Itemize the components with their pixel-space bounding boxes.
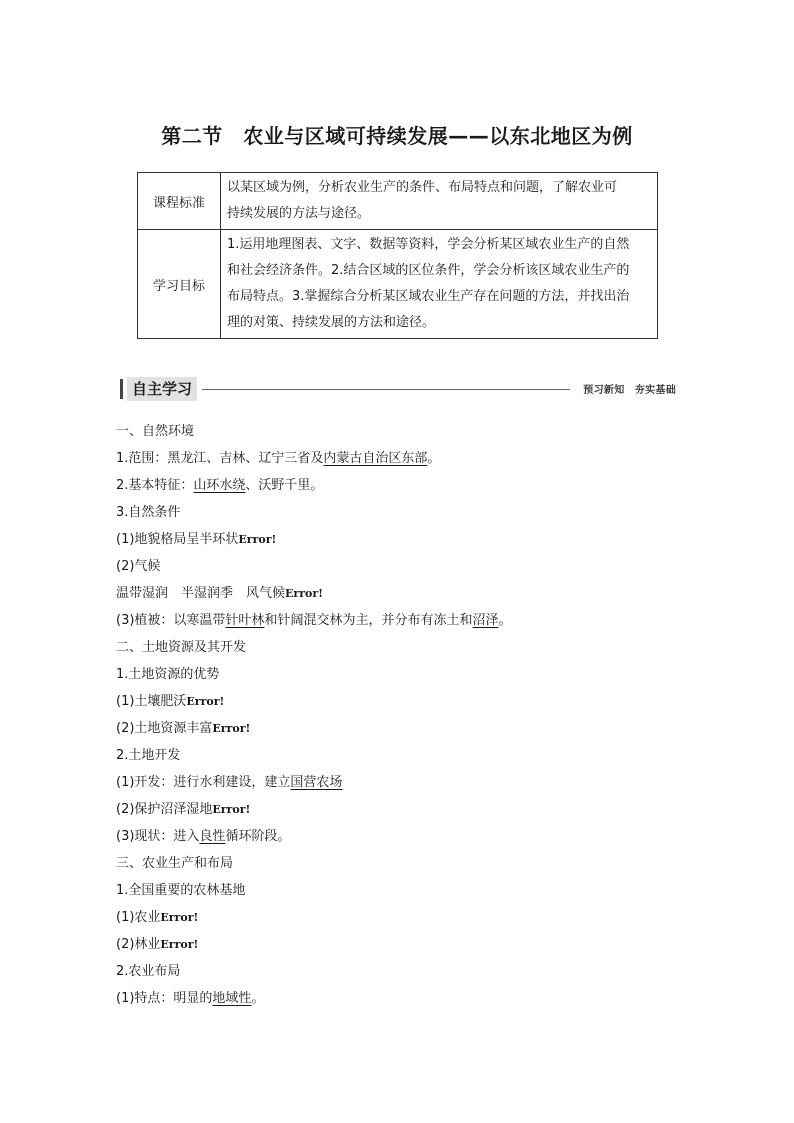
text: 。 — [498, 613, 512, 628]
text: 、沃野千里。 — [245, 478, 324, 493]
underlined-answer: 国营农场 — [290, 775, 343, 790]
error-marker: Error! — [238, 533, 277, 546]
list-item — [116, 445, 696, 472]
text: (2)林业 — [116, 937, 161, 952]
text: (1)开发：进行水利建设，建立 — [116, 775, 291, 790]
list-item — [116, 688, 696, 715]
error-marker: Error! — [212, 722, 251, 735]
goals-line: 和社会经济条件。2.结合区域的区位条件，学会分析该区域农业生产的 — [227, 263, 630, 278]
list-item — [116, 526, 696, 553]
section-marker-bar — [120, 379, 123, 399]
error-marker: Error! — [160, 938, 199, 951]
list-item — [116, 769, 696, 796]
underlined-answer: 良性 — [199, 829, 226, 844]
error-marker: Error! — [212, 803, 251, 816]
error-marker: Error! — [160, 911, 199, 924]
list-item: 2.土地开发 — [116, 748, 181, 763]
list-item — [116, 472, 696, 499]
list-item: 2.农业布局 — [116, 964, 181, 979]
text: 2.基本特征： — [116, 478, 194, 493]
section-divider — [202, 389, 570, 390]
list-item: 1.土地资源的优势 — [116, 667, 220, 682]
section-title: 自主学习 — [127, 377, 197, 401]
error-marker: Error! — [186, 695, 225, 708]
curriculum-standards-table — [137, 172, 658, 339]
text: (1)特点：明显的 — [116, 991, 213, 1006]
goals-line: 布局特点。3.掌握综合分析某区域农业生产存在问题的方法，并找出治 — [227, 289, 630, 304]
list-item: 3.自然条件 — [116, 505, 181, 520]
list-item — [116, 985, 696, 1012]
goals-label: 学习目标 — [138, 230, 221, 339]
underlined-answer: 地域性 — [212, 991, 252, 1006]
underlined-answer: 沼泽 — [472, 613, 499, 628]
text: 1.范围：黑龙江、吉林、辽宁三省及 — [116, 451, 324, 466]
goals-line: 1.运用地理图表、文字、数据等资料，学会分析某区域农业生产的自然 — [227, 237, 630, 252]
heading-agriculture-layout: 三、农业生产和布局 — [116, 856, 234, 871]
text: (2)土地资源丰富 — [116, 721, 213, 736]
list-item — [116, 580, 696, 607]
list-item — [116, 607, 696, 634]
section-header — [120, 377, 676, 401]
section-subtitle: 预习新知 夯实基础 — [583, 385, 676, 396]
standard-line: 以某区域为例，分析农业生产的条件、布局特点和问题，了解农业可 — [227, 180, 618, 195]
text: 和针阔混交林为主，并分布有冻土和 — [264, 613, 473, 628]
study-content — [116, 418, 696, 1012]
list-item: 1.全国重要的农林基地 — [116, 883, 246, 898]
list-item — [116, 796, 696, 823]
list-item — [116, 715, 696, 742]
goals-line: 理的对策、持续发展的方法和途径。 — [227, 315, 436, 330]
goals-content — [221, 230, 658, 339]
text: 。 — [427, 451, 441, 466]
text: (2)保护沼泽湿地 — [116, 802, 213, 817]
table-row — [138, 173, 658, 230]
list-item: (2)气候 — [116, 559, 161, 574]
text: 。 — [251, 991, 265, 1006]
heading-land-resources: 二、土地资源及其开发 — [116, 640, 247, 655]
list-item — [116, 931, 696, 958]
standard-label: 课程标准 — [138, 173, 221, 230]
list-item — [116, 823, 696, 850]
table-row — [138, 230, 658, 339]
underlined-answer: 山环水绕 — [193, 478, 246, 493]
heading-natural-environment: 一、自然环境 — [116, 424, 195, 439]
underlined-answer: 针叶林 — [225, 613, 265, 628]
text: (1)地貌格局呈半环状 — [116, 532, 239, 547]
text: 循环阶段。 — [225, 829, 291, 844]
text: (1)土壤肥沃 — [116, 694, 187, 709]
error-marker: Error! — [285, 587, 323, 600]
text: (1)农业 — [116, 910, 161, 925]
text: (3)现状：进入 — [116, 829, 200, 844]
underlined-answer: 内蒙古自治区东部 — [323, 451, 428, 466]
page-title: 第二节 农业与区域可持续发展——以东北地区为例 — [161, 124, 633, 148]
text: 温带湿润 半湿润季 风气候 — [116, 586, 286, 601]
standard-line: 持续发展的方法与途径。 — [227, 206, 371, 221]
text: (3)植被：以寒温带 — [116, 613, 226, 628]
standard-content — [221, 173, 658, 230]
list-item — [116, 904, 696, 931]
